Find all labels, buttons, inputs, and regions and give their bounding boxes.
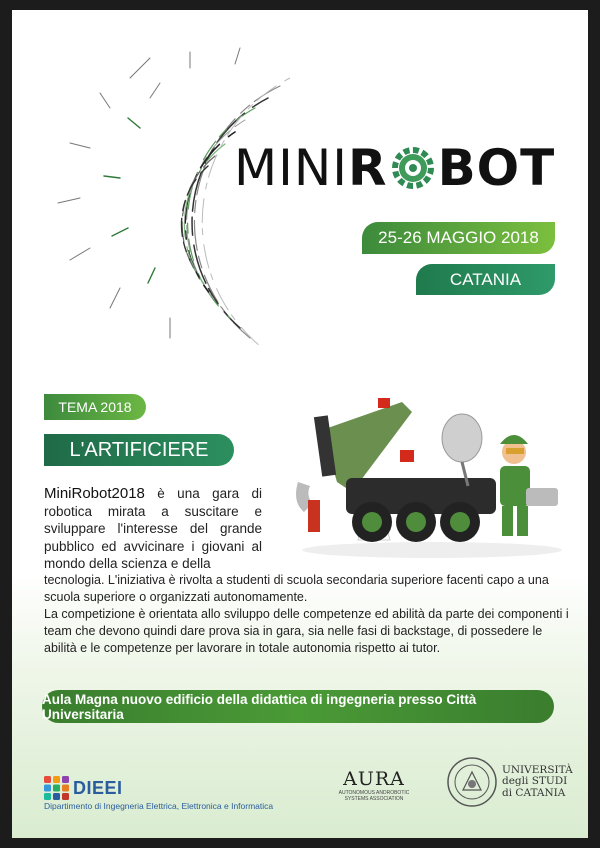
event-city: CATANIA [416,264,555,295]
title-r: R [348,139,388,197]
aura-logo [338,768,410,802]
intro-lead: MiniRobot2018 [44,485,145,502]
intro-text [44,485,262,573]
dieei-name: DIEEI [73,777,123,798]
dieei-description: Dipartimento di Ingegneria Elettrica, Elettronica e Informatica [44,801,274,811]
toy-robot-image [282,382,572,560]
university-seal-icon [446,756,498,808]
aura-name: AURA [343,768,405,790]
title-mini: MINI [234,139,349,197]
event-title [234,138,555,198]
event-date: 25-26 MAGGIO 2018 [362,222,555,254]
aura-subtitle: AUTONOMOUS ANDROBOTIC SYSTEMS ASSOCIATION [338,790,410,802]
title-bot: BOT [437,139,556,197]
dieei-logo [44,776,273,811]
unict-line-3: di CATANIA [502,786,566,799]
unict-logo [446,756,573,808]
poster [12,10,588,838]
body-paragraph-2: La competizione è orientata allo sviluppo delle competenze ed abilità da parte dei componenti i team che devono quindi dare prova sia in gara, sia nelle fasi di backstage, di possedere le abilità e le competenze per lavorare in totale autonomia rispetto ai tutor. [44,607,569,655]
body-paragraph-1: tecnologia. L'iniziativa è rivolta a studenti di scuola secondaria superiore facenti capo a una scuola superiore o organizzati autonomamente. [44,573,549,604]
unict-line-2: degli STUDI [502,775,568,788]
intro-body: è una gara di robotica mirata a suscitare e sviluppare l'interesse del grande pubblico ed avvicinare i giovani al mondo della scienza e della [44,486,262,571]
dieei-squares-icon [44,776,70,800]
venue-banner: Aula Magna nuovo edificio della didattica di ingegneria presso Città Universitaria [42,690,554,723]
unict-line-1: UNIVERSITÀ [502,763,573,776]
gear-icon [390,145,436,191]
theme-label: TEMA 2018 [44,394,146,420]
theme-name: L'ARTIFICIERE [44,434,234,466]
